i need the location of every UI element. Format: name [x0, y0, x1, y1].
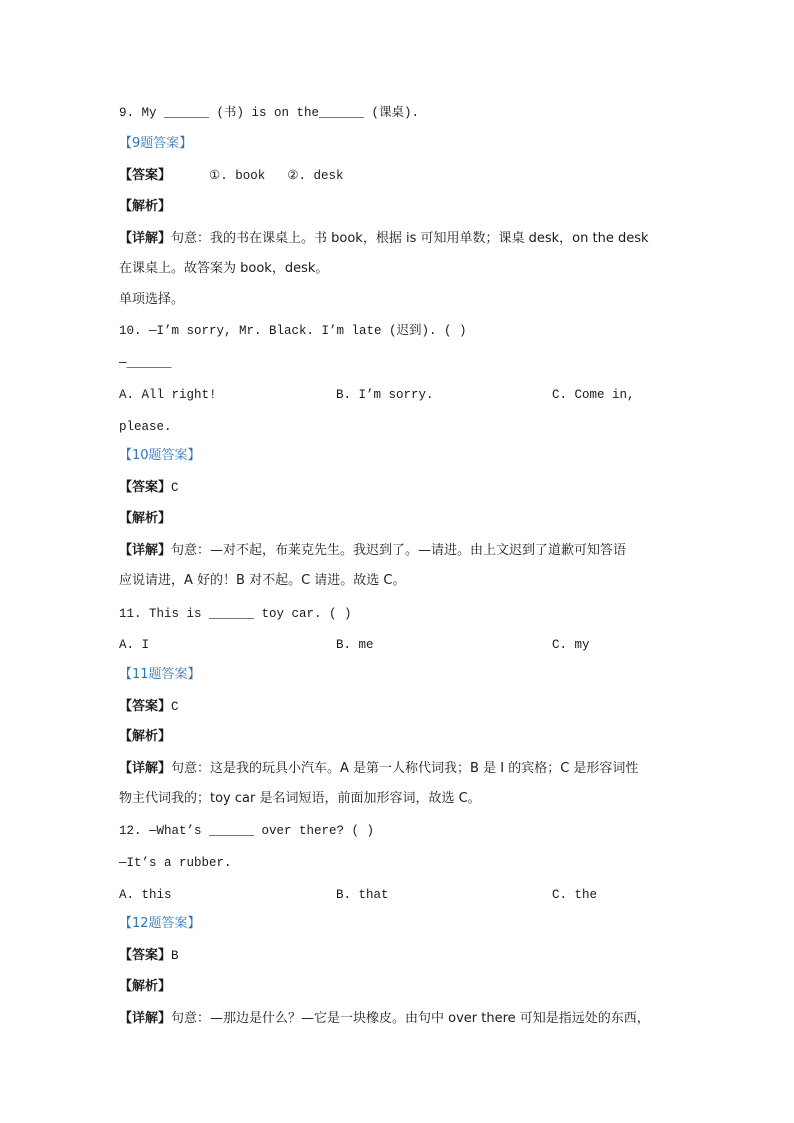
q12-answer-value: B — [171, 949, 179, 963]
q12-option-c: C. the — [552, 888, 598, 902]
q10-analysis-label: 【解析】 — [119, 511, 172, 526]
q11-analysis-label: 【解析】 — [119, 729, 172, 744]
q10-option-c-cont: please. — [119, 420, 172, 434]
q10-answer-row — [119, 478, 179, 497]
q11-detail-line1: 句意：这是我的玩具小汽车。A 是第一人称代词我；B 是 I 的宾格；C 是形容词性 — [171, 761, 639, 776]
q11-option-b: B. me — [336, 638, 374, 652]
q12-answer-row — [119, 946, 179, 965]
q11-answer-row — [119, 697, 179, 716]
q11-option-a: A. I — [119, 638, 150, 652]
q11-answer-label: 【答案】 — [119, 699, 172, 714]
q12-detail-line1: 句意：—那边是什么？—它是一块橡皮。由句中 over there 可知是指远处的东西， — [171, 1011, 650, 1026]
q12-detail-row — [119, 1009, 650, 1028]
q12-answer-tag: 【12题答案】 — [119, 916, 201, 931]
q12-detail-label: 【详解】 — [119, 1011, 172, 1026]
q11-answer-tag: 【11题答案】 — [119, 667, 201, 682]
q9-detail-line3: 单项选择。 — [119, 292, 185, 307]
q9-question: 9. My ______ (书) is on the______ (课桌). — [119, 106, 420, 120]
q10-option-b: B. I’m sorry. — [336, 388, 434, 402]
q9-answer-1: ①. book — [209, 169, 266, 183]
q11-question: 11. This is ______ toy car. ( ) — [119, 607, 352, 621]
q12-analysis-label: 【解析】 — [119, 979, 172, 994]
q10-detail-line2: 应说请进，A 好的！B 对不起。C 请进。故选 C。 — [119, 573, 406, 588]
q9-detail-line1: 句意：我的书在课桌上。书 book，根据 is 可知用单数；课桌 desk，on the desk — [171, 231, 649, 246]
q12-answer-label: 【答案】 — [119, 948, 172, 963]
q10-question: 10. —I’m sorry, Mr. Black. I’m late (迟到). ( ) — [119, 324, 467, 338]
q11-detail-row — [119, 759, 638, 778]
q12-question: 12. —What’s ______ over there? ( ) — [119, 824, 375, 838]
q9-detail-line2: 在课桌上。故答案为 book，desk。 — [119, 261, 329, 276]
q10-detail-label: 【详解】 — [119, 543, 172, 558]
q10-answer-value: C — [171, 481, 179, 495]
q11-detail-line2: 物主代词我的；toy car 是名词短语，前面加形容词，故选 C。 — [119, 791, 481, 806]
q9-answer-2: ②. desk — [287, 169, 344, 183]
q12-option-b: B. that — [336, 888, 389, 902]
q12-reply-line: —It’s a rubber. — [119, 856, 232, 870]
q11-detail-label: 【详解】 — [119, 761, 172, 776]
q10-detail-line1: 句意：—对不起，布莱克先生。我迟到了。—请进。由上文迟到了道歉可知答语 — [171, 543, 627, 558]
q11-option-c: C. my — [552, 638, 590, 652]
q9-analysis-label: 【解析】 — [119, 199, 172, 214]
q9-answer-row — [119, 166, 343, 185]
q9-detail-label: 【详解】 — [119, 231, 172, 246]
q9-answer-label: 【答案】 — [119, 168, 172, 183]
q10-option-a: A. All right! — [119, 388, 217, 402]
q9-detail-row — [119, 229, 649, 248]
q10-blank-line: —______ — [119, 356, 172, 370]
q10-option-c: C. Come in, — [552, 388, 635, 402]
q10-answer-tag: 【10题答案】 — [119, 448, 201, 463]
q11-answer-value: C — [171, 700, 179, 714]
q9-answer-tag: 【9题答案】 — [119, 136, 193, 151]
q10-detail-row — [119, 541, 626, 560]
q10-answer-label: 【答案】 — [119, 480, 172, 495]
q12-option-a: A. this — [119, 888, 172, 902]
